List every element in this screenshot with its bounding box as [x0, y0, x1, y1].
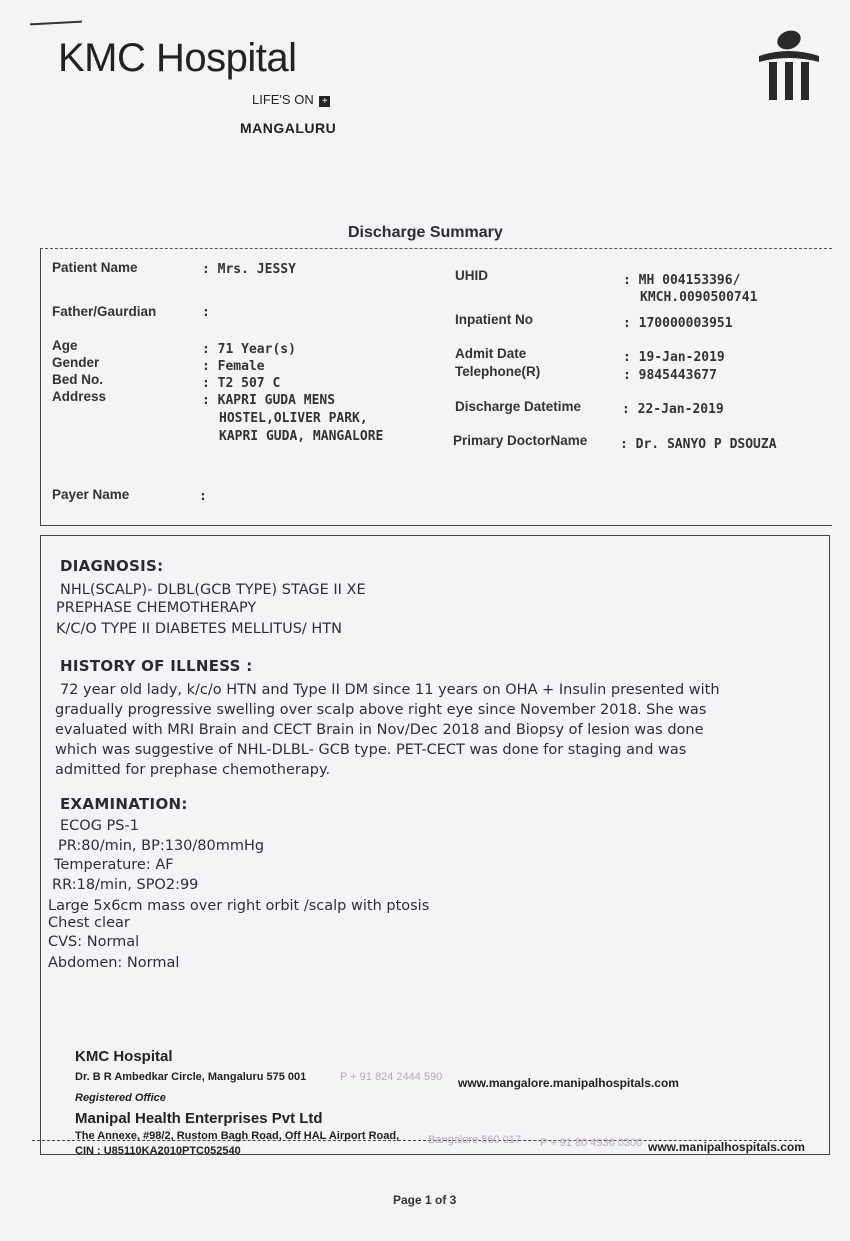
history-line: 72 year old lady, k/c/o HTN and Type II DM since 11 years on OHA + Insulin presented with: [60, 682, 720, 698]
father-value: :: [202, 305, 210, 320]
telephone-value: : 9845443677: [623, 368, 717, 383]
examination-line: Chest clear: [48, 915, 130, 931]
examination-line: ECOG PS-1: [60, 818, 139, 834]
address-value-line1: : KAPRI GUDA MENS: [202, 393, 336, 408]
diagnosis-heading: DIAGNOSIS:: [60, 557, 164, 575]
gender-label: Gender: [52, 355, 100, 370]
footer-phone: P + 91 824 2444 590: [340, 1071, 443, 1083]
discharge-datetime-value: : 22-Jan-2019: [622, 402, 724, 417]
footer-website: www.mangalore.manipalhospitals.com: [458, 1076, 679, 1090]
history-line: which was suggestive of NHL-DLBL- GCB type. PET-CECT was done for staging and was: [55, 742, 687, 758]
address-label: Address: [52, 389, 107, 404]
telephone-label: Telephone(R): [455, 364, 541, 379]
logo-rule: [30, 21, 82, 26]
inpatient-label: Inpatient No: [455, 312, 533, 327]
uhid-label: UHID: [455, 268, 488, 283]
manipal-emblem-icon: [755, 28, 823, 104]
address-value-line3: KAPRI GUDA, MANGALORE: [219, 429, 384, 444]
age-value: : 71 Year(s): [202, 342, 296, 357]
history-line: evaluated with MRI Brain and CECT Brain in Nov/Dec 2018 and Biopsy of lesion was done: [55, 722, 704, 738]
examination-line: CVS: Normal: [48, 934, 140, 950]
page-number: Page 1 of 3: [393, 1193, 457, 1207]
history-heading: HISTORY OF ILLNESS :: [60, 657, 253, 675]
history-line: gradually progressive swelling over scalp above right eye since November 2018. She was: [55, 702, 707, 718]
patient-name-label: Patient Name: [52, 260, 138, 275]
age-label: Age: [52, 338, 78, 353]
footer-address: Dr. B R Ambedkar Circle, Mangaluru 575 001: [75, 1071, 307, 1083]
company-name: Manipal Health Enterprises Pvt Ltd: [75, 1110, 323, 1127]
footer-hospital-name: KMC Hospital: [75, 1048, 173, 1065]
document-title: Discharge Summary: [348, 224, 503, 241]
uhid-value-line2: KMCH.0090500741: [640, 290, 758, 305]
primary-doctor-value: : Dr. SANYO P DSOUZA: [620, 437, 777, 452]
registered-office-label: Registered Office: [75, 1092, 166, 1104]
registered-address: The Annexe, #98/2, Rustom Bagh Road, Off HAL Airport Road,: [75, 1130, 400, 1142]
examination-heading: EXAMINATION:: [60, 795, 188, 813]
bed-label: Bed No.: [52, 372, 104, 387]
address-value-line2: HOSTEL,OLIVER PARK,: [219, 411, 368, 426]
diagnosis-line: NHL(SCALP)- DLBL(GCB TYPE) STAGE II XE: [60, 582, 366, 598]
inpatient-value: : 170000003951: [623, 316, 733, 331]
examination-line: RR:18/min, SPO2:99: [52, 877, 199, 893]
registered-phone: P + 91 80 4936 0300: [540, 1137, 643, 1149]
admit-date-label: Admit Date: [455, 346, 527, 361]
logo-city: MANGALURU: [240, 120, 337, 136]
registered-city: Bangalore 560 017: [428, 1134, 521, 1146]
examination-line: PR:80/min, BP:130/80mmHg: [58, 838, 265, 854]
uhid-value-line1: : MH 004153396/: [623, 273, 741, 288]
registered-website: www.manipalhospitals.com: [648, 1140, 805, 1154]
bed-value: : T2 507 C: [202, 376, 281, 391]
logo-tagline: [252, 92, 330, 107]
diagnosis-line: PREPHASE CHEMOTHERAPY: [56, 600, 257, 616]
cin-number: CIN : U85110KA2010PTC052540: [75, 1145, 241, 1157]
payer-label: Payer Name: [52, 487, 130, 502]
payer-value: :: [199, 489, 207, 504]
tagline-text: LIFE'S ON: [252, 92, 314, 107]
examination-line: Large 5x6cm mass over right orbit /scalp with ptosis: [48, 898, 430, 914]
examination-line: Abdomen: Normal: [48, 955, 180, 971]
admit-date-value: : 19-Jan-2019: [623, 350, 725, 365]
diagnosis-line: K/C/O TYPE II DIABETES MELLITUS/ HTN: [56, 621, 342, 637]
examination-line: Temperature: AF: [54, 857, 174, 873]
discharge-datetime-label: Discharge Datetime: [455, 399, 582, 414]
primary-doctor-label: Primary DoctorName: [453, 433, 588, 448]
patient-name-value: : Mrs. JESSY: [202, 262, 296, 277]
father-label: Father/Gaurdian: [52, 304, 157, 319]
history-line: admitted for prephase chemotherapy.: [55, 762, 331, 778]
gender-value: : Female: [202, 359, 265, 374]
hospital-logo: KMC Hospital: [58, 36, 297, 80]
plus-icon: +: [319, 96, 330, 107]
